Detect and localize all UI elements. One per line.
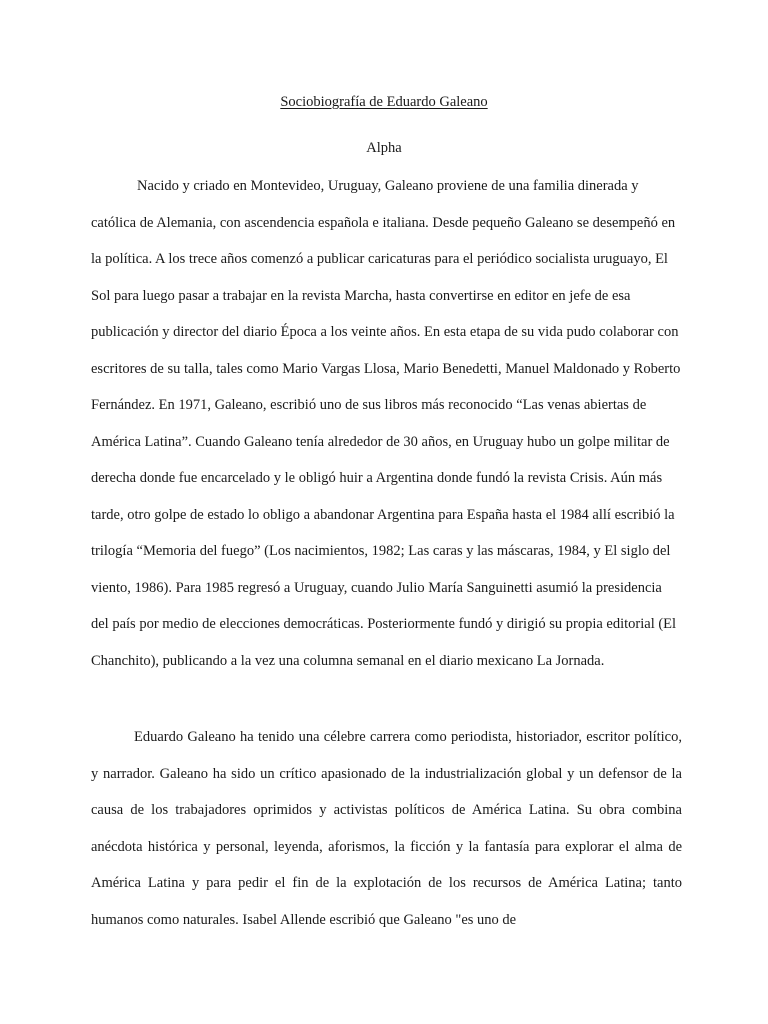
paragraph-biography: Nacido y criado en Montevideo, Uruguay, Galeano proviene de una familia dinerada y católica de Alemania, con ascendencia española e italiana. Desde pequeño Galeano se desempeñó en la política. A los trece años comenzó a publicar caricaturas para el periódico socialista uruguayo, El Sol para luego pasar a trabajar en la revista Marcha, hasta convertirse en editor en jefe de esa publicación y director del diario Época a los veinte años. En esta etapa de su vida pudo colaborar con escritores de su talla, tales como Mario Vargas Llosa, Mario Benedetti, Manuel Maldonado y Roberto Fernández. En 1971, Galeano, escribió uno de sus libros más reconocido “Las venas abiertas de América Latina”. Cuando Galeano tenía alrededor de 30 años, en Uruguay hubo un golpe militar de derecha donde fue encarcelado y le obligó huir a Argentina donde fundó la revista Crisis. Aún más tarde, otro golpe de estado lo obligo a abandonar Argentina para España hasta el 1984 allí escribió la trilogía “Memoria del fuego” (Los nacimientos, 1982; Las caras y las máscaras, 1984, y El siglo del viento, 1986). Para 1985 regresó a Uruguay, cuando Julio María Sanguinetti asumió la presidencia del país por medio de elecciones democráticas. Posteriormente fundó y dirigió su propia editorial (El Chanchito), publicando a la vez una columna semanal en el diario mexicano La Jornada. <box>91 178 681 669</box>
paragraph-career: Eduardo Galeano ha tenido una célebre carrera como periodista, historiador, escritor político, y narrador. Galeano ha sido un crítico apasionado de la industrialización global y un defensor de la causa de los trabajadores oprimidos y activistas políticos de América Latina. Su obra combina anécdota histórica y personal, leyenda, aforismos, la ficción y la fantasía para explorar el alma de América Latina y para pedir el fin de la explotación de los recursos de América Latina; tanto humanos como naturales. Isabel Allende escribió que Galeano "es uno de <box>91 729 682 928</box>
document-title: Sociobiografía de Eduardo Galeano <box>280 94 488 110</box>
document-author: Alpha <box>366 140 402 156</box>
